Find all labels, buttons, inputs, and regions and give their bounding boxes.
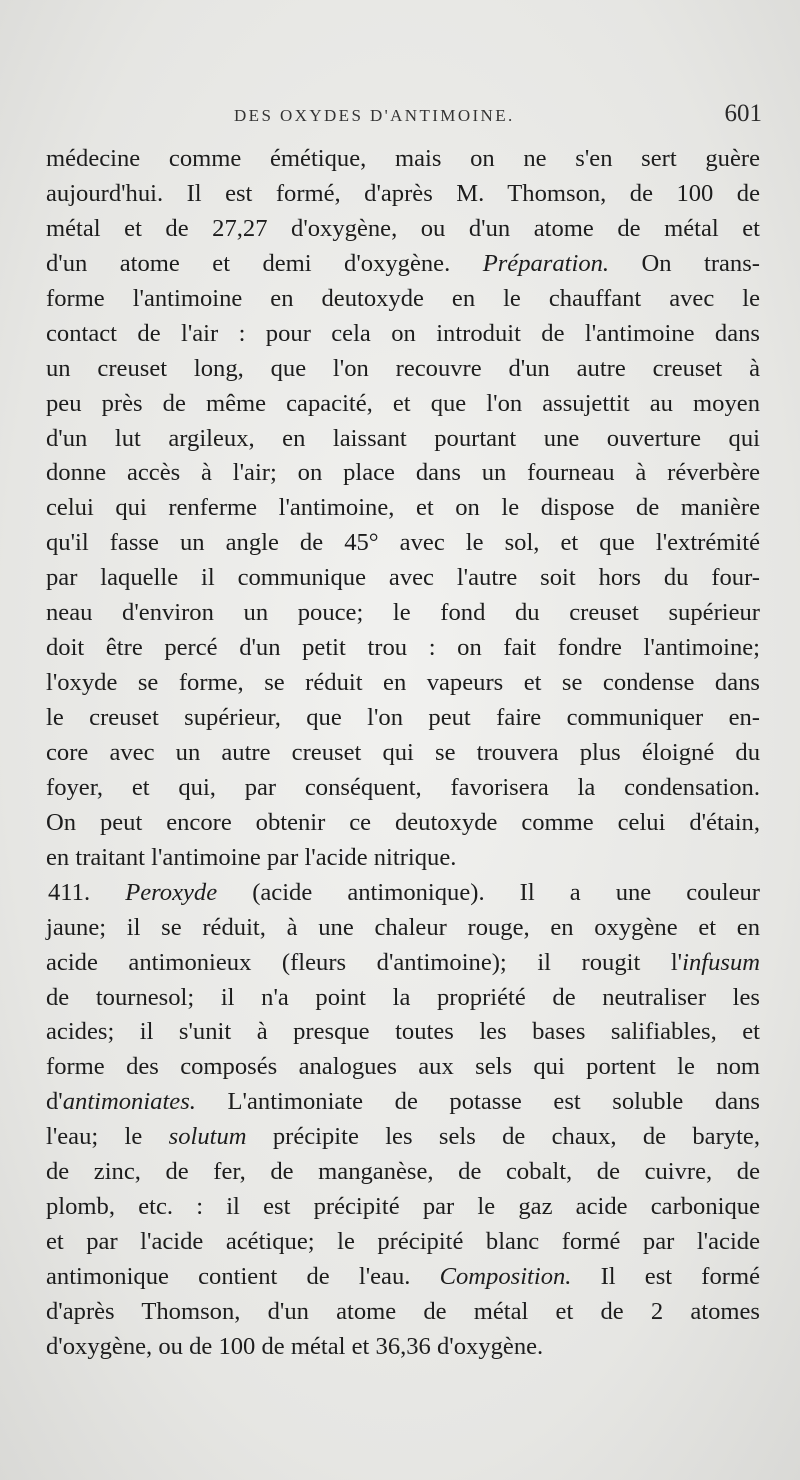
text-line: On peut encore obtenir ce deutoxyde comme celui d'étain,: [46, 808, 760, 836]
text-line: de tournesol; il n'a point la propriété de neutraliser les: [46, 983, 760, 1011]
text-line: [46, 946, 760, 981]
text-line: métal et de 27,27 d'oxygène, ou d'un atome de métal et: [46, 214, 760, 242]
italic-term: solutum: [168, 1123, 247, 1151]
text-line: [46, 1120, 760, 1155]
text-line: d'un lut argileux, en laissant pourtant une ouverture qui: [46, 424, 760, 452]
text-line: peu près de même capacité, et que l'on assujettit au moyen: [46, 389, 760, 417]
page-header: [46, 102, 766, 132]
text-line: d'après Thomson, d'un atome de métal et de 2 atomes: [46, 1297, 760, 1325]
text-line: core avec un autre creuset qui se trouvera plus éloigné du: [46, 738, 760, 766]
text-line: donne accès à l'air; on place dans un fourneau à réverbère: [46, 459, 760, 487]
italic-term: Composition.: [439, 1263, 572, 1290]
text-line: le creuset supérieur, que l'on peut faire communiquer en-: [46, 704, 760, 731]
italic-term: infusum: [682, 948, 760, 976]
text-run: (acide antimonique). Il a une couleur: [217, 878, 760, 906]
text-line: un creuset long, que l'on recouvre d'un autre creuset à: [46, 354, 760, 382]
text-line: forme des composés analogues aux sels qui portent le nom: [46, 1053, 760, 1081]
text-line: neau d'environ un pouce; le fond du creuset supérieur: [46, 599, 760, 627]
italic-term: Préparation.: [482, 249, 610, 277]
text-line: [46, 247, 760, 282]
text-line: [46, 1260, 760, 1295]
text-run: 411.: [48, 878, 126, 906]
italic-term: antimoniates.: [62, 1088, 196, 1116]
text-line: contact de l'air : pour cela on introduit de l'antimoine dans: [46, 319, 760, 347]
text-line: et par l'acide acétique; le précipité blanc formé par l'acide: [46, 1228, 760, 1256]
text-line: par laquelle il communique avec l'autre soit hors du four-: [46, 564, 760, 592]
text-run: acide antimonieux (fleurs d'antimoine); il rougit l': [46, 948, 683, 976]
text-line: doit être percé d'un petit trou : on fait fondre l'antimoine;: [46, 634, 760, 662]
text-line: [46, 1085, 760, 1120]
text-line: l'oxyde se forme, se réduit en vapeurs et se condense dans: [46, 669, 760, 697]
text-line: celui qui renferme l'antimoine, et on le dispose de manière: [46, 494, 760, 522]
text-run: antimonique contient de l'eau.: [46, 1263, 440, 1290]
text-line: acides; il s'unit à presque toutes les bases salifiables, et: [46, 1018, 760, 1046]
body-text: [46, 142, 760, 1365]
text-run: Il est formé: [571, 1263, 761, 1290]
text-line: d'oxygène, ou de 100 de métal et 36,36 d'oxygène.: [46, 1332, 544, 1360]
text-run: d': [46, 1088, 63, 1116]
text-line: jaune; il se réduit, à une chaleur rouge, en oxygène et en: [46, 913, 760, 941]
text-line: en traitant l'antimoine par l'acide nitrique.: [46, 843, 457, 871]
text-line: qu'il fasse un angle de 45° avec le sol, et que l'extrémité: [46, 529, 760, 557]
text-line: foyer, et qui, par conséquent, favorisera la condensation.: [46, 773, 760, 801]
text-line: [46, 876, 760, 911]
text-run: l'eau; le: [46, 1123, 169, 1151]
text-run: précipite les sels de chaux, de baryte,: [246, 1123, 760, 1151]
text-run: d'un atome et demi d'oxygène.: [46, 249, 483, 277]
text-run: On trans-: [609, 249, 760, 277]
text-run: L'antimoniate de potasse est soluble dans: [195, 1088, 760, 1116]
running-title: DES OXYDES D'ANTIMOINE.: [234, 106, 515, 125]
italic-term: Peroxyde: [125, 878, 218, 906]
text-line: plomb, etc. : il est précipité par le gaz acide carbonique: [46, 1193, 760, 1221]
text-line: de zinc, de fer, de manganèse, de cobalt, de cuivre, de: [46, 1158, 760, 1186]
text-line: médecine comme émétique, mais on ne s'en sert guère: [46, 145, 760, 172]
page-number: 601: [724, 100, 762, 127]
text-line: forme l'antimoine en deutoxyde en le chauffant avec le: [46, 284, 760, 312]
text-line: aujourd'hui. Il est formé, d'après M. Thomson, de 100 de: [46, 179, 760, 207]
